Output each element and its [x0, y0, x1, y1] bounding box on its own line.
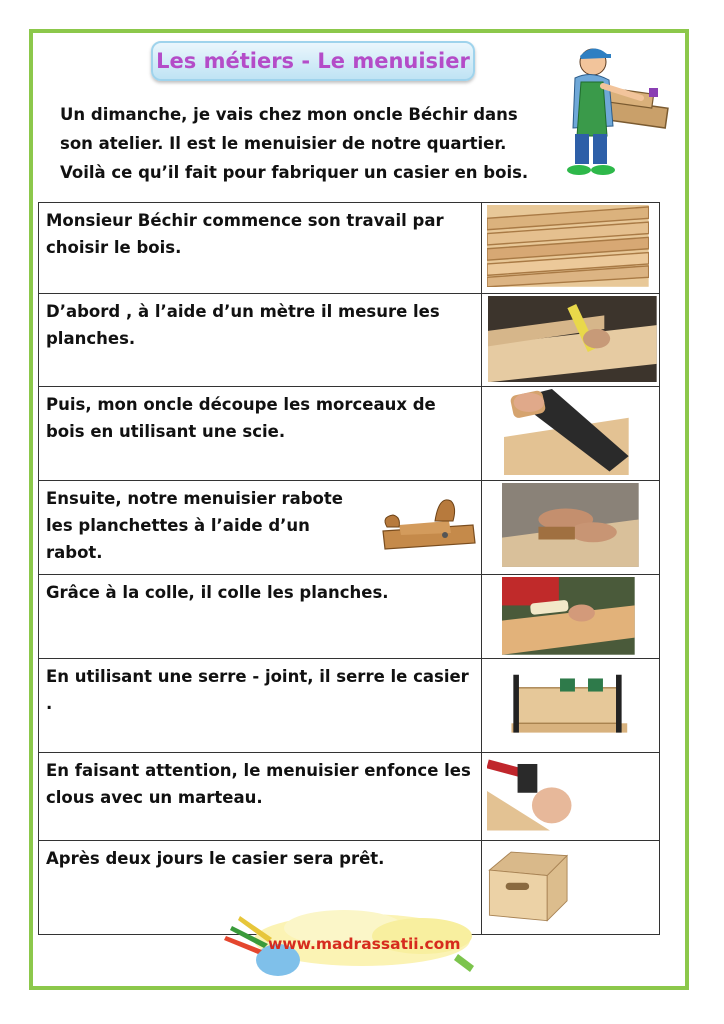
- table-row: [39, 753, 660, 841]
- intro-paragraph: Un dimanche, je vais chez mon oncle Béchir dans son atelier. Il est le menuisier de notre quartier. Voilà ce qu’il fait pour fabriquer un casier en bois.: [60, 105, 529, 182]
- title-banner: [151, 41, 475, 81]
- carpenter-cartoon-icon: [553, 40, 671, 182]
- glue-photo: [502, 577, 635, 655]
- measuring-tape-photo: [488, 296, 657, 382]
- page-title: Les métiers - Le menuisier: [156, 49, 470, 73]
- step-5-text: Grâce à la colle, il colle les planches.: [39, 575, 482, 659]
- step-6-text: En utilisant une serre - joint, il serre le casier .: [39, 659, 482, 753]
- hammer-nail-photo: [487, 755, 579, 831]
- step-4-text: Ensuite, notre menuisier rabote les planchettes à l’aide d’un rabot.: [46, 489, 343, 562]
- wood-planks-photo: [487, 205, 649, 287]
- step-3-text: Puis, mon oncle découpe les morceaux de bois en utilisant une scie.: [39, 387, 482, 481]
- website-url[interactable]: www.madrassatii.com: [268, 935, 461, 953]
- hand-plane-icon: [379, 491, 477, 553]
- planing-photo: [502, 483, 639, 567]
- clamp-photo: [504, 671, 635, 736]
- table-row: [39, 294, 660, 387]
- step-1-text: Monsieur Béchir commence son travail par choisir le bois.: [39, 203, 482, 294]
- table-row: [39, 659, 660, 753]
- table-row: [39, 203, 660, 294]
- step-7-text: En faisant attention, le menuisier enfonce les clous avec un marteau.: [39, 753, 482, 841]
- steps-table: [38, 202, 660, 935]
- step-8-text: Après deux jours le casier sera prêt.: [39, 841, 482, 935]
- table-row: [39, 387, 660, 481]
- table-row: [39, 575, 660, 659]
- table-row: [39, 481, 660, 575]
- wooden-crate-photo: [484, 843, 571, 922]
- hand-saw-photo: [504, 389, 629, 475]
- step-2-text: D’abord , à l’aide d’un mètre il mesure les planches.: [39, 294, 482, 387]
